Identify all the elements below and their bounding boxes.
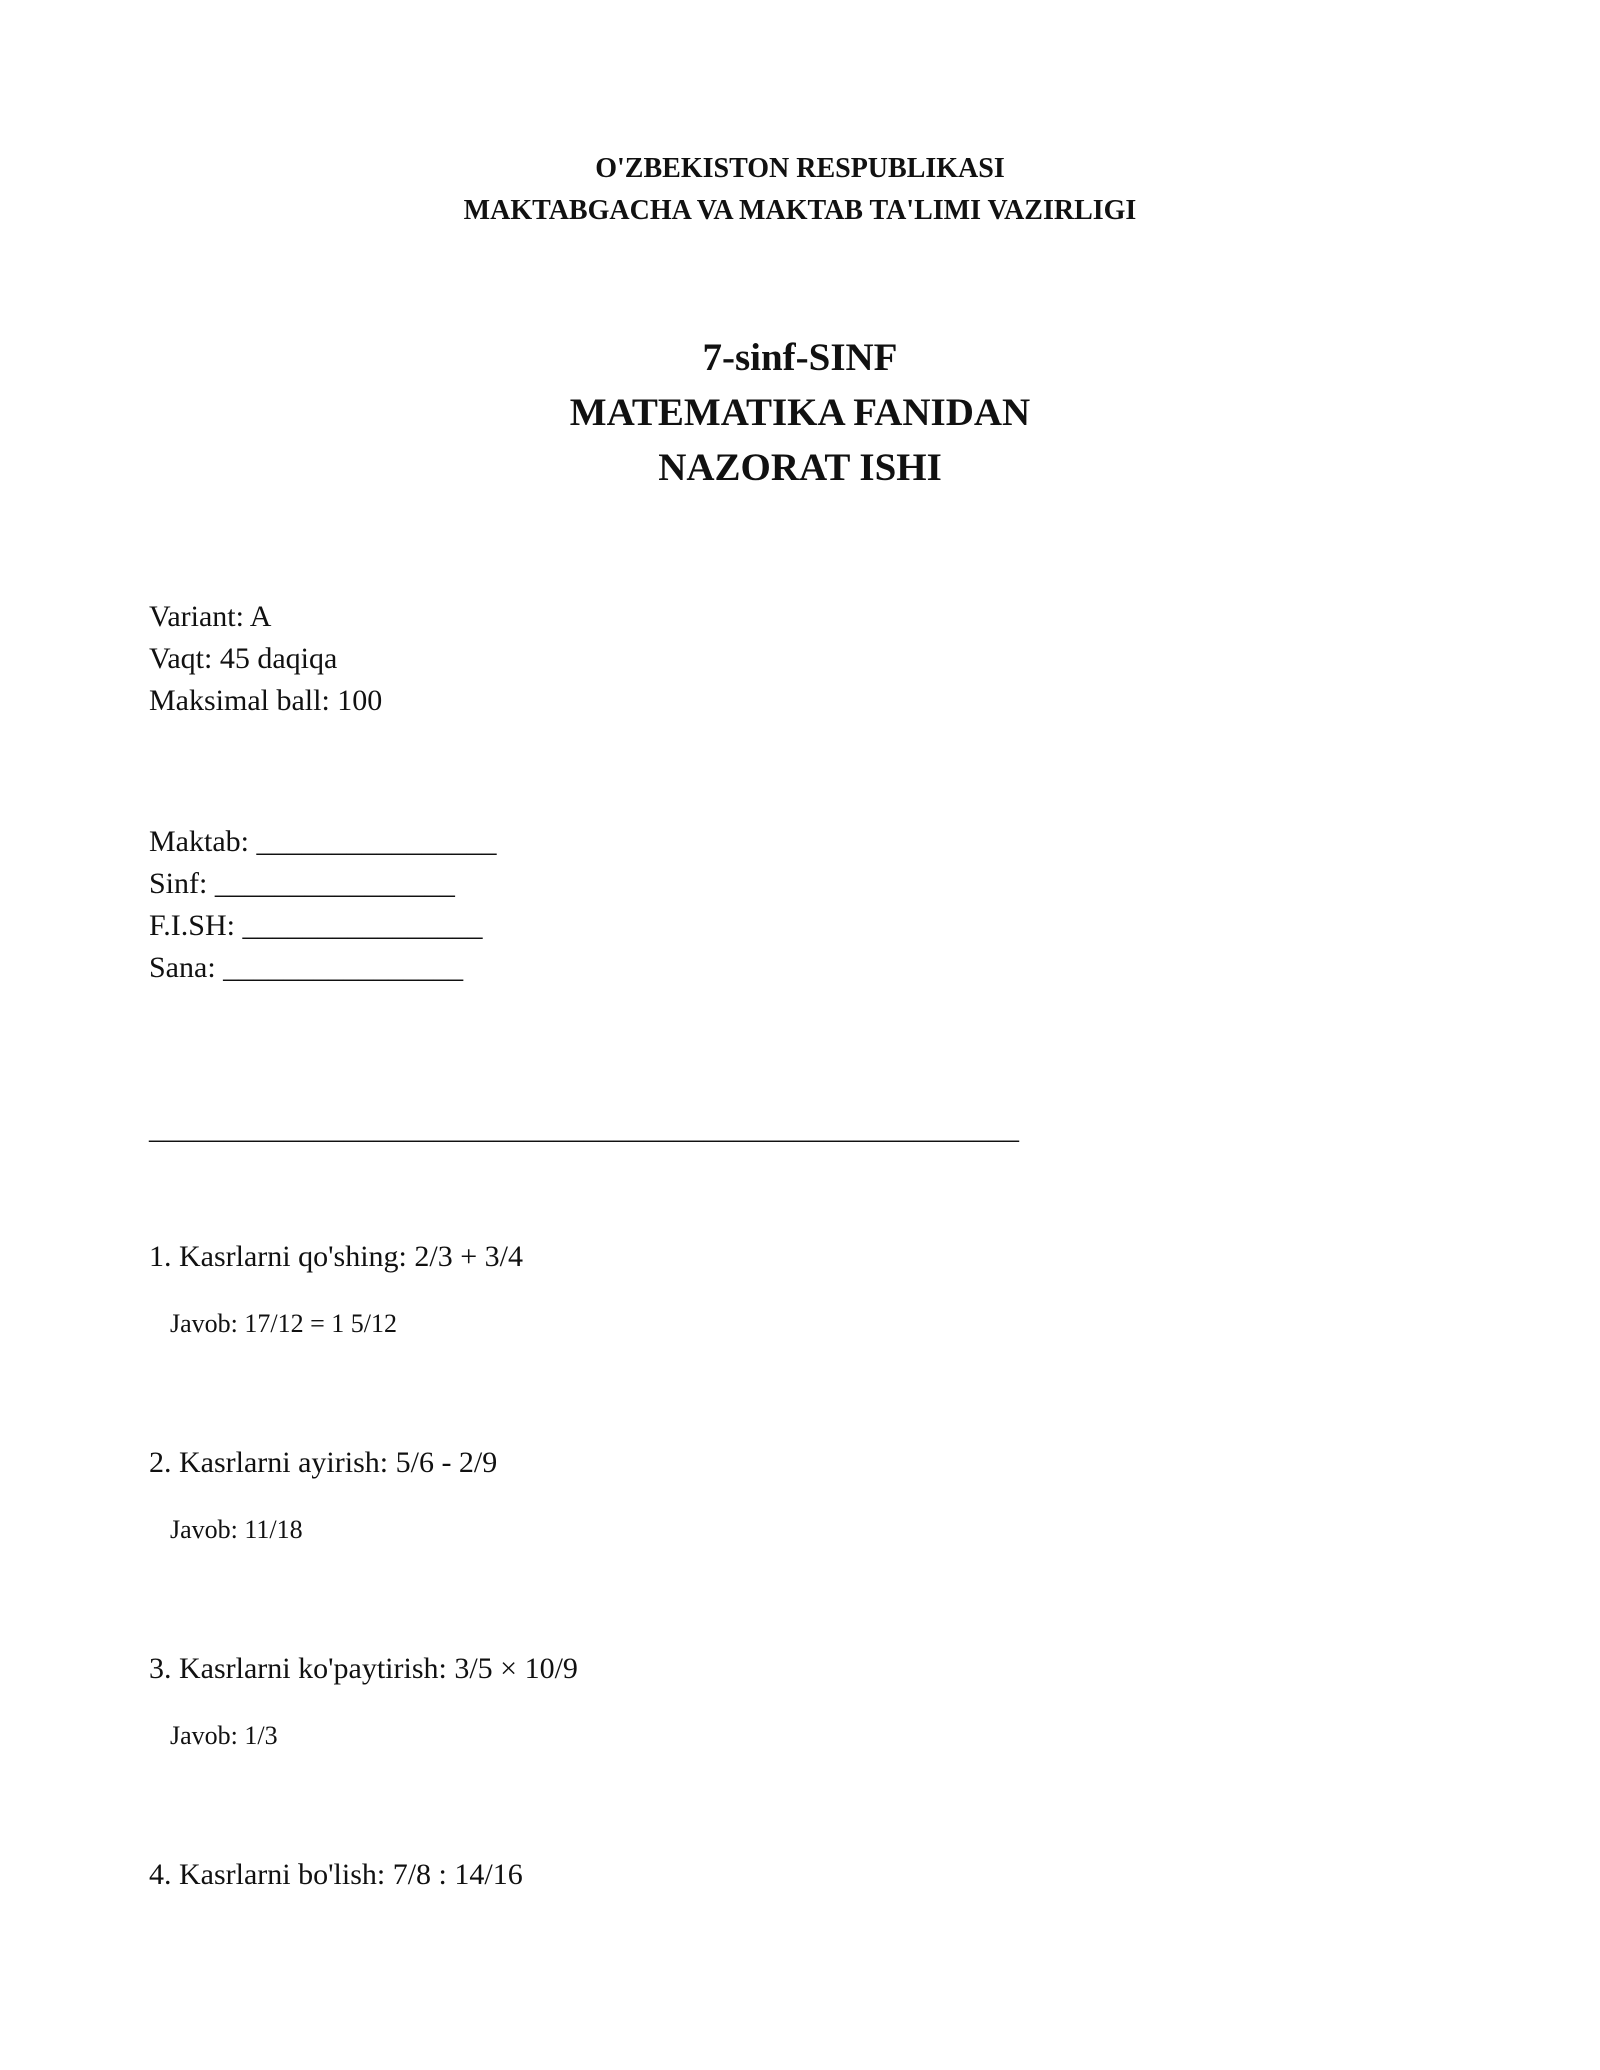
title-type: NAZORAT ISHI	[658, 446, 942, 489]
section-divider: __________________________________________________________	[149, 1112, 1019, 1145]
ministry-header	[0, 148, 1600, 232]
question-4: 4. Kasrlarni bo'lish: 7/8 : 14/16	[149, 1858, 523, 1891]
date-field: Sana: ________________	[149, 951, 464, 984]
question-3: 3. Kasrlarni ko'paytirish: 3/5 × 10/9	[149, 1652, 578, 1685]
answer-3: Javob: 1/3	[170, 1721, 278, 1750]
question-1: 1. Kasrlarni qo'shing: 2/3 + 3/4	[149, 1240, 523, 1273]
school-field: Maktab: ________________	[149, 825, 497, 858]
title-subject: MATEMATIKA FANIDAN	[569, 391, 1031, 434]
answer-1: Javob: 17/12 = 1 5/12	[170, 1309, 397, 1338]
time-label: Vaqt: 45 daqiqa	[149, 642, 338, 675]
test-title	[0, 330, 1600, 495]
variant-label: Variant: A	[149, 600, 272, 633]
max-score-label: Maksimal ball: 100	[149, 684, 383, 717]
class-field: Sinf: ________________	[149, 867, 455, 900]
ministry-line-name: MAKTABGACHA VA MAKTAB TA'LIMI VAZIRLIGI	[463, 195, 1137, 226]
answer-2: Javob: 11/18	[170, 1515, 303, 1544]
test-info	[149, 596, 382, 722]
title-grade: 7-sinf-SINF	[702, 336, 898, 379]
ministry-line-country: O'ZBEKISTON RESPUBLIKASI	[595, 153, 1005, 184]
student-fields	[149, 821, 496, 989]
question-2: 2. Kasrlarni ayirish: 5/6 - 2/9	[149, 1446, 498, 1479]
name-field: F.I.SH: ________________	[149, 909, 483, 942]
